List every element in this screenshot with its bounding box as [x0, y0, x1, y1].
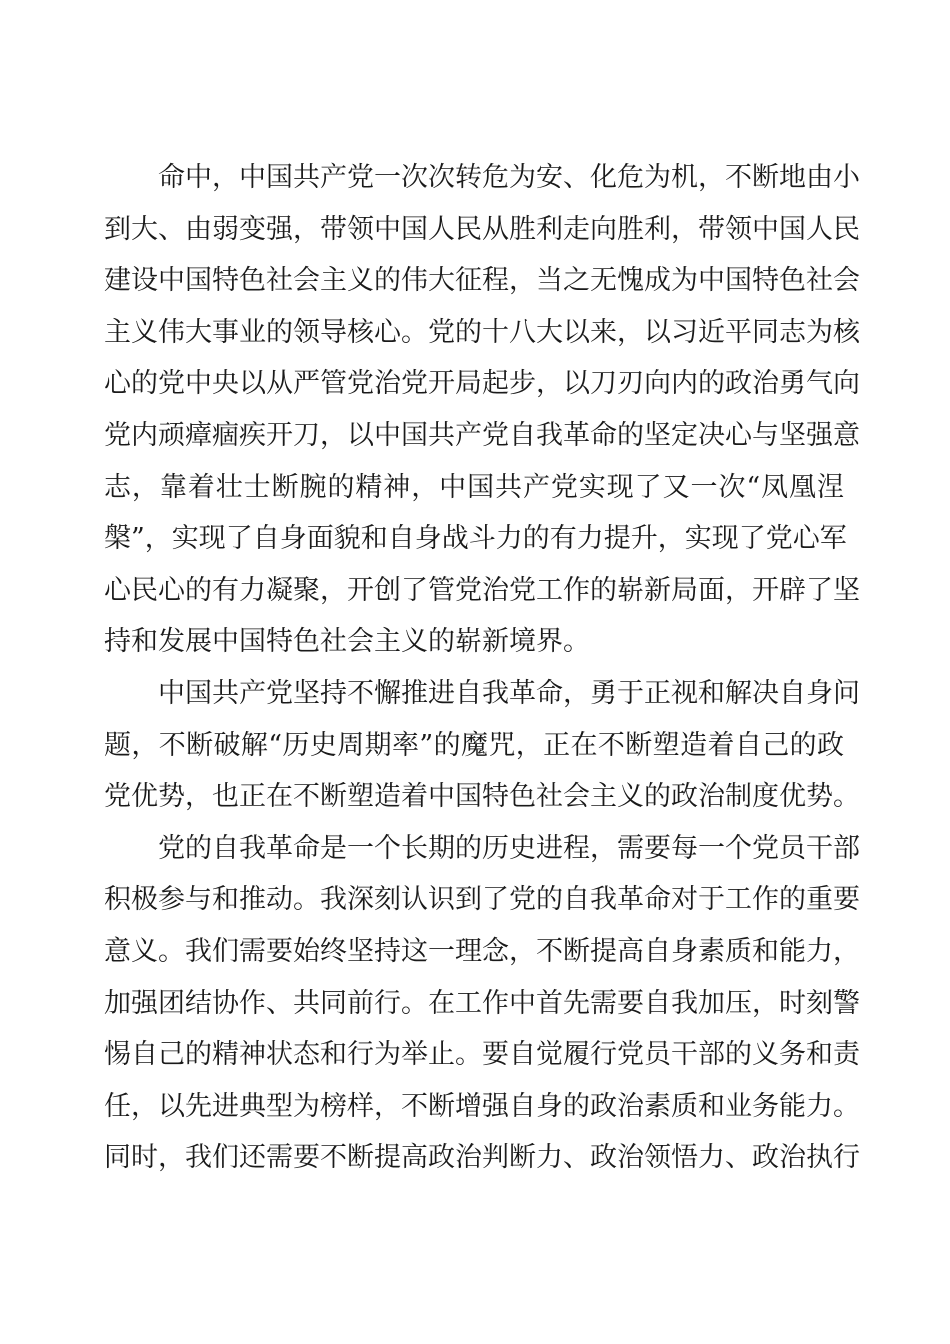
text-line: 心的党中央以从严管党治党开局起步，以刀刃向内的政治勇气向: [104, 368, 860, 400]
text-line: 积极参与和推动。我深刻认识到了党的自我革命对于工作的重要: [104, 884, 860, 916]
text-line: 心民心的有力凝聚，开创了管党治党工作的崭新局面，开辟了坚: [104, 574, 860, 606]
text-line: 党优势，也正在不断塑造着中国特色社会主义的政治制度优势。: [104, 781, 860, 813]
text-line: 同时，我们还需要不断提高政治判断力、政治领悟力、政治执行: [104, 1142, 860, 1174]
text-line: 加强团结协作、共同前行。在工作中首先需要自我加压，时刻警: [104, 987, 860, 1019]
text-line: 惕自己的精神状态和行为举止。要自觉履行党员干部的义务和责: [104, 1039, 860, 1071]
text-line: 主义伟大事业的领导核心。党的十八大以来，以习近平同志为核: [104, 316, 860, 348]
text-line: 题，不断破解“历史周期率”的魔咒，正在不断塑造着自己的政: [104, 729, 844, 761]
paragraph-2: [104, 668, 860, 823]
text-line: 建设中国特色社会主义的伟大征程，当之无愧成为中国特色社会: [104, 265, 860, 297]
text-line: 槃”，实现了自身面貌和自身战斗力的有力提升，实现了党心军: [104, 523, 847, 555]
text-line: 任，以先进典型为榜样，不断增强自身的政治素质和业务能力。: [104, 1090, 860, 1122]
paragraph-3: [104, 823, 860, 1184]
text-line: 党的自我革命是一个长期的历史进程，需要每一个党员干部: [158, 832, 860, 864]
text-line: 持和发展中国特色社会主义的崭新境界。: [104, 626, 590, 658]
paragraph-1: [104, 152, 860, 668]
text-line: 命中，中国共产党一次次转危为安、化危为机，不断地由小: [158, 162, 860, 193]
text-line: 意义。我们需要始终坚持这一理念，不断提高自身素质和能力，: [104, 935, 860, 967]
body-text: [104, 152, 860, 1184]
text-line: 中国共产党坚持不懈推进自我革命，勇于正视和解决自身问: [158, 677, 860, 709]
text-line: 到大、由弱变强，带领中国人民从胜利走向胜利，带领中国人民: [104, 213, 860, 245]
text-line: 党内顽瘴痼疾开刀，以中国共产党自我革命的坚定决心与坚强意: [104, 419, 860, 451]
text-line: 志，靠着壮士断腕的精神，中国共产党实现了又一次“凤凰涅: [104, 471, 844, 503]
